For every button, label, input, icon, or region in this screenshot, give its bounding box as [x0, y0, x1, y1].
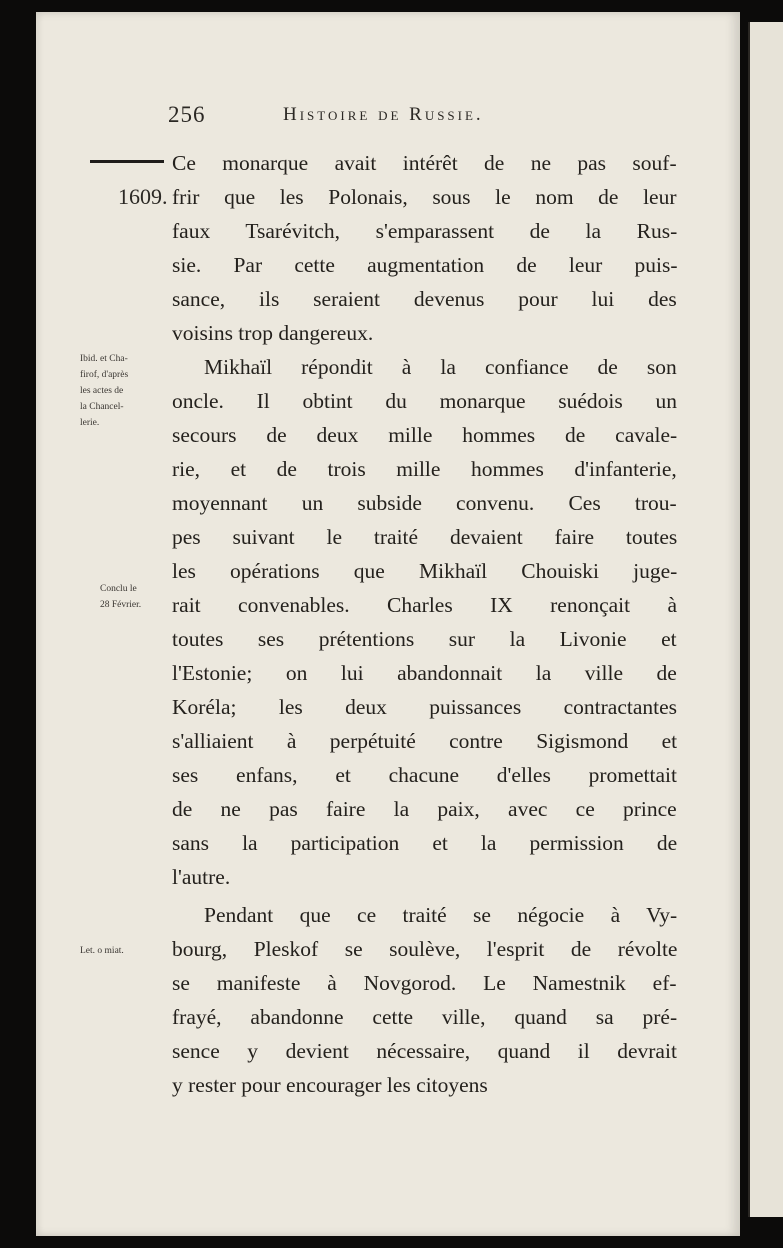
text-line: Mikhaïl répondit à la confiance de son [204, 355, 677, 379]
sidenote-line: lerie. [80, 418, 100, 428]
text-line: pes suivant le traité devaient faire toutes [172, 525, 678, 549]
text-line: sence y devient nécessaire, quand il devrait [172, 1039, 677, 1063]
text-line: secours de deux mille hommes de cavale- [172, 423, 678, 447]
text-line: moyennant un subside convenu. Ces trou- [172, 491, 677, 515]
text-line: les opérations que Mikhaïl Chouiski juge- [172, 559, 678, 583]
sidenote-line: firof, d'après [80, 370, 129, 380]
text-line: oncle. Il obtint du monarque suédois un [172, 389, 677, 413]
text-line: sance, ils seraient devenus pour lui des [172, 287, 677, 311]
page-number: 256 [168, 102, 206, 127]
text-line: bourg, Pleskof se soulève, l'esprit de révolte [172, 937, 678, 961]
running-title: Histoire de Russie. [283, 104, 484, 125]
sidenote-line: 28 Février. [100, 600, 142, 610]
text-line: rie, et de trois mille hommes d'infanterie, [172, 457, 677, 481]
sidenote-line: Let. o miat. [80, 946, 124, 956]
text-line: ses enfans, et chacune d'elles promettait [172, 763, 677, 787]
section-rule [90, 160, 164, 163]
sidenote-line: la Chancel- [80, 402, 124, 412]
text-line: rait convenables. Charles IX renonçait à [172, 593, 678, 617]
text-line: Koréla; les deux puissances contractantes [172, 695, 678, 719]
sidenote-line: Ibid. et Cha- [80, 354, 128, 364]
running-head [168, 102, 588, 132]
text-line: faux Tsarévitch, s'emparassent de la Rus- [172, 219, 678, 243]
text-line: se manifeste à Novgorod. Le Namestnik ef- [172, 971, 677, 995]
text-line: frir que les Polonais, sous le nom de leur [172, 185, 677, 209]
text-line: sie. Par cette augmentation de leur puis- [172, 253, 678, 277]
text-line: toutes ses prétentions sur la Livonie et [172, 627, 677, 651]
text-line: Pendant que ce traité se négocie à Vy- [204, 903, 678, 927]
text-line: frayé, abandonne cette ville, quand sa pré- [172, 1005, 678, 1029]
facing-page-edge [748, 22, 783, 1217]
sidenote-line: les actes de [80, 386, 124, 396]
text-line: sans la participation et la permission de [172, 831, 678, 855]
text-line: l'autre. [172, 865, 231, 889]
text-line: voisins trop dangereux. [172, 321, 374, 345]
text-line: s'alliaient à perpétuité contre Sigismond et [172, 729, 678, 753]
text-line: de ne pas faire la paix, avec ce prince [172, 797, 677, 821]
text-line: l'Estonie; on lui abandonnait la ville de [172, 661, 677, 685]
text-line: Ce monarque avait intérêt de ne pas souf- [172, 151, 677, 175]
text-line: y rester pour encourager les citoyens [172, 1073, 488, 1097]
year-marker: 1609. [118, 184, 168, 209]
sidenote-line: Conclu le [100, 584, 137, 594]
